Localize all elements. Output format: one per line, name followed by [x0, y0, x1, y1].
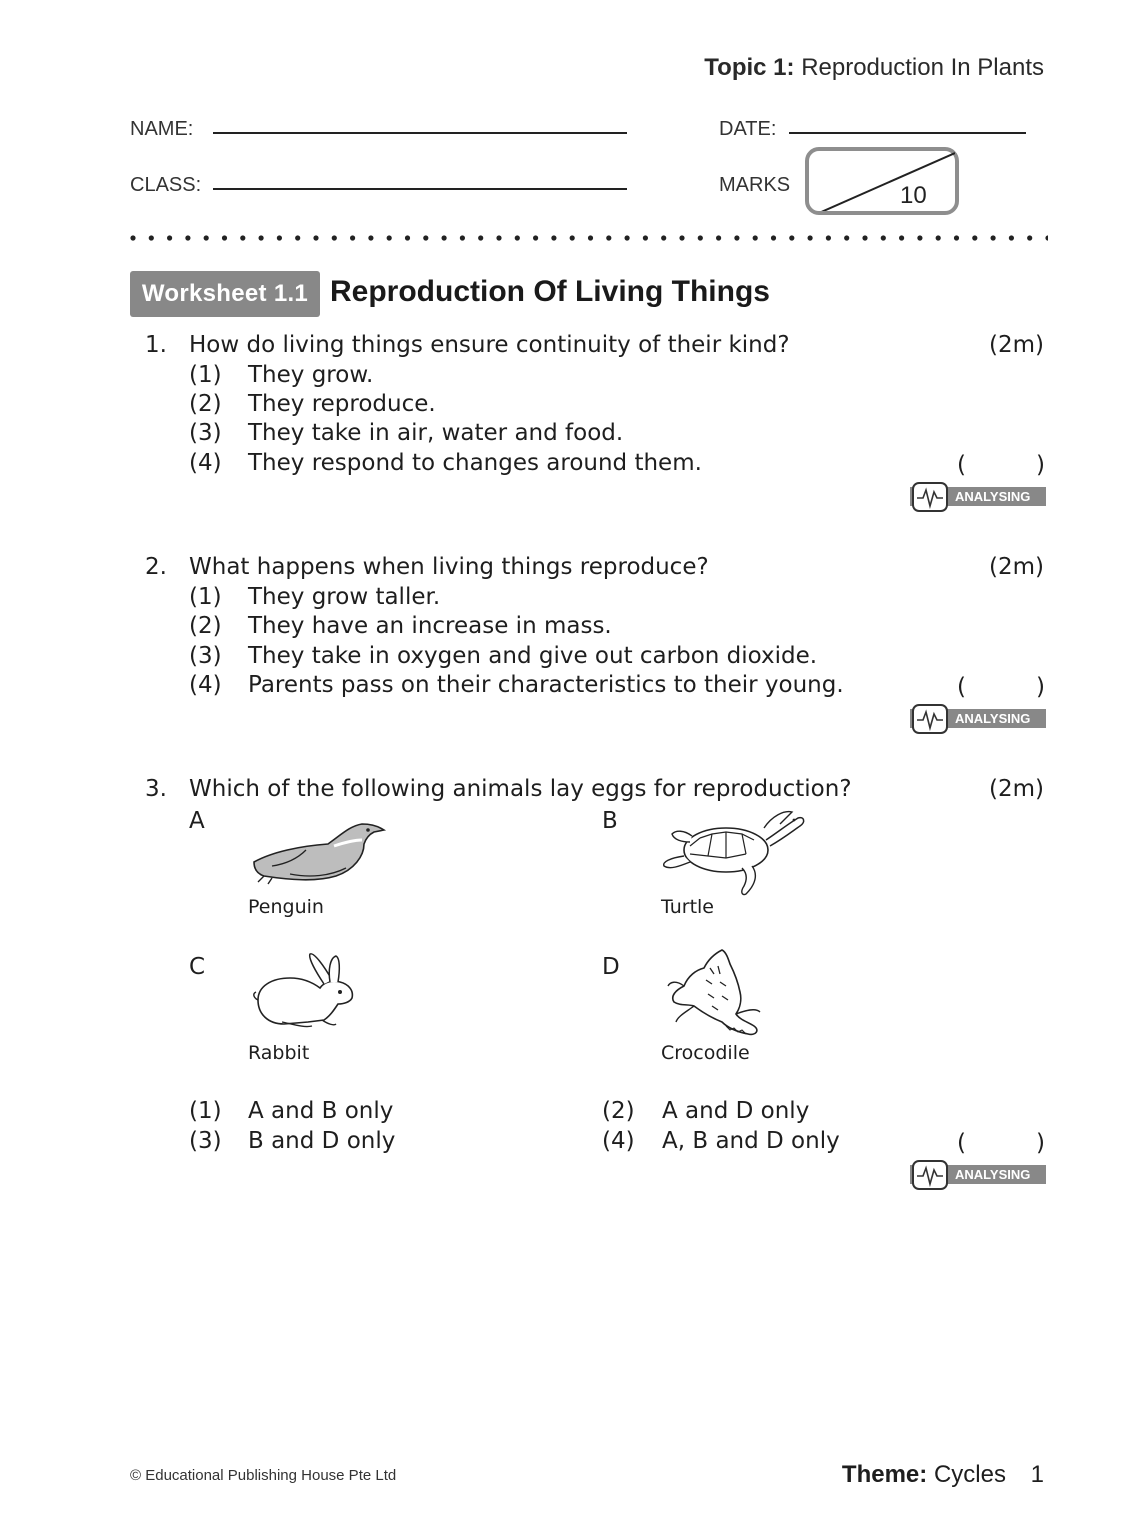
- q3-option-2-text: A and D only: [662, 1098, 810, 1124]
- copyright-text: © Educational Publishing House Pte Ltd: [130, 1467, 397, 1484]
- q1-option-4-text: They respond to changes around them.: [248, 450, 702, 476]
- penguin-image: [250, 820, 390, 886]
- q2-option-3-number: (3): [189, 643, 222, 669]
- q2-option-2-text: They have an increase in mass.: [248, 613, 612, 639]
- theme-name: Cycles: [933, 1461, 1006, 1488]
- name-field[interactable]: [213, 132, 627, 134]
- q3-option-1-text: A and B only: [248, 1098, 394, 1124]
- q1-answer-bracket-open: (: [957, 452, 966, 478]
- q2-option-3-text: They take in oxygen and give out carbon dioxide.: [248, 643, 818, 669]
- q2-answer-bracket-open: (: [957, 674, 966, 700]
- date-label: DATE:: [719, 118, 777, 140]
- question-1-text: How do living things ensure continuity of their kind?: [189, 332, 790, 358]
- q1-option-3-text: They take in air, water and food.: [248, 420, 624, 446]
- q2-answer-bracket-close: ): [1036, 674, 1045, 700]
- marks-box[interactable]: [805, 147, 959, 215]
- turtle-image: [660, 808, 806, 898]
- analysing-label: ANALYSING: [955, 489, 1031, 504]
- marks-total: 10: [900, 182, 927, 209]
- question-1-number: 1.: [145, 332, 167, 358]
- date-field[interactable]: [789, 132, 1026, 134]
- q2-option-2-number: (2): [189, 613, 222, 639]
- worksheet-title: Reproduction Of Living Things: [330, 275, 770, 308]
- animal-b-name: Turtle: [661, 896, 714, 918]
- question-3-marks: (2m): [989, 776, 1044, 802]
- q3-answer-bracket-close: ): [1036, 1130, 1045, 1156]
- q2-answer-blank[interactable]: [972, 674, 1032, 700]
- q1-option-1-text: They grow.: [248, 362, 374, 388]
- q2-option-4-text: Parents pass on their characteristics to their young.: [248, 672, 844, 698]
- q3-answer-blank[interactable]: [972, 1130, 1032, 1156]
- q2-analysing-tag: [910, 704, 1046, 734]
- question-2-marks: (2m): [989, 554, 1044, 580]
- marks-label: MARKS: [719, 174, 791, 196]
- q1-option-3-number: (3): [189, 420, 222, 446]
- q1-option-2-number: (2): [189, 391, 222, 417]
- page-number: 1: [1030, 1461, 1044, 1488]
- footer-theme: [842, 1461, 1044, 1489]
- q3-answer-bracket-open: (: [957, 1130, 966, 1156]
- animal-a-letter: A: [189, 808, 205, 834]
- topic-heading: [704, 54, 1044, 82]
- q2-option-1-number: (1): [189, 584, 222, 610]
- q1-option-4-number: (4): [189, 450, 222, 476]
- animal-d-name: Crocodile: [661, 1042, 750, 1064]
- worksheet-badge: Worksheet 1.1: [130, 271, 320, 317]
- class-field[interactable]: [213, 188, 627, 190]
- analysing-label: ANALYSING: [955, 711, 1031, 726]
- question-3-number: 3.: [145, 776, 167, 802]
- q3-option-1-number: (1): [189, 1098, 222, 1124]
- animal-d-letter: D: [602, 954, 620, 980]
- q1-option-2-text: They reproduce.: [248, 391, 436, 417]
- q3-option-2-number: (2): [602, 1098, 635, 1124]
- class-label: CLASS:: [130, 174, 202, 196]
- rabbit-image: [252, 952, 356, 1030]
- q3-option-4-number: (4): [602, 1128, 635, 1154]
- question-1-marks: (2m): [989, 332, 1044, 358]
- q2-option-4-number: (4): [189, 672, 222, 698]
- theme-label: Theme:: [841, 1461, 928, 1488]
- question-2-number: 2.: [145, 554, 167, 580]
- animal-c-letter: C: [189, 954, 206, 980]
- animal-a-name: Penguin: [248, 896, 324, 918]
- q1-analysing-tag: [910, 482, 1046, 512]
- q1-option-1-number: (1): [189, 362, 222, 388]
- q3-option-3-text: B and D only: [248, 1128, 396, 1154]
- q3-option-4-text: A, B and D only: [662, 1128, 840, 1154]
- animal-c-name: Rabbit: [248, 1042, 310, 1064]
- marks-diagonal-line: [809, 151, 955, 211]
- q3-analysing-tag: [910, 1160, 1046, 1190]
- dotted-divider: [130, 231, 1048, 245]
- q1-answer-blank[interactable]: [972, 452, 1032, 478]
- crocodile-image: [664, 946, 764, 1038]
- q3-option-3-number: (3): [189, 1128, 222, 1154]
- analysing-label: ANALYSING: [955, 1167, 1031, 1182]
- q2-option-1-text: They grow taller.: [248, 584, 441, 610]
- animal-b-letter: B: [602, 808, 618, 834]
- question-3-text: Which of the following animals lay eggs for reproduction?: [189, 776, 852, 802]
- name-label: NAME:: [130, 118, 194, 140]
- q1-answer-bracket-close: ): [1036, 452, 1045, 478]
- question-2-text: What happens when living things reproduce?: [189, 554, 709, 580]
- topic-name: Reproduction In Plants: [801, 54, 1044, 81]
- topic-label: Topic 1:: [704, 54, 795, 81]
